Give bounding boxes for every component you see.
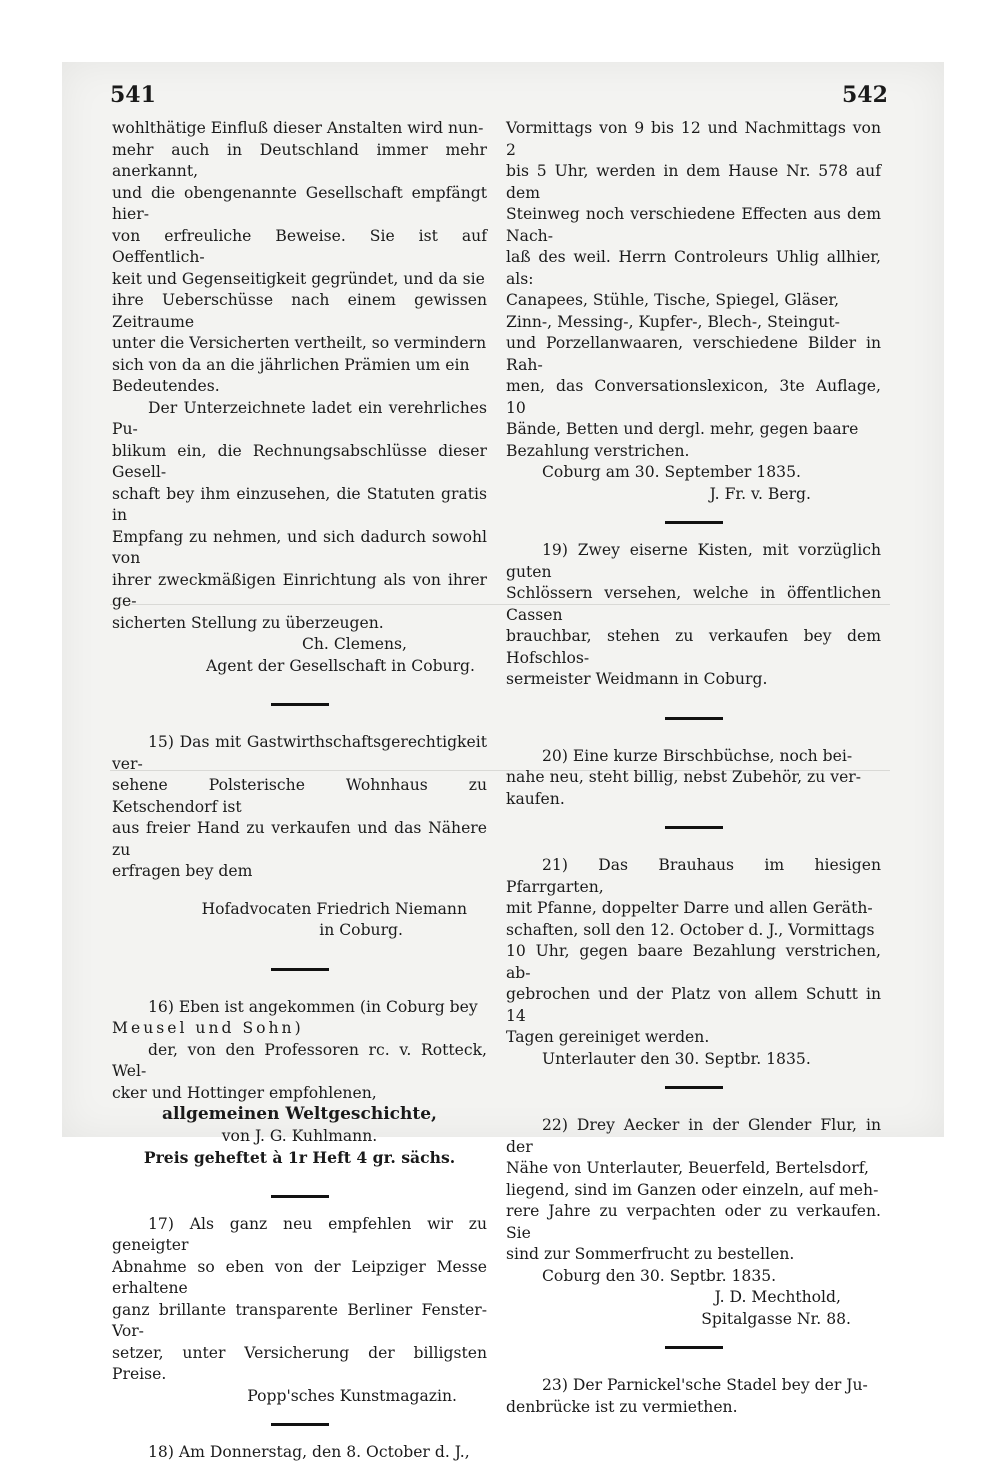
text-line: Canapees, Stühle, Tische, Spiegel, Gläser,: [506, 291, 840, 309]
text-line: sermeister Weidmann in Coburg.: [506, 670, 768, 688]
text-line: rere Jahre zu verpachten oder zu verkaufen. Sie: [506, 1202, 881, 1242]
text-line: brauchbar, stehen zu verkaufen bey dem Hofschlos-: [506, 627, 881, 667]
text-line: denbrücke ist zu vermiethen.: [506, 1397, 738, 1416]
text-line: Empfang zu nehmen, und sich dadurch sowohl von: [112, 527, 487, 567]
text-line: 22) Drey Aecker in der Glender Flur, in der: [506, 1116, 881, 1156]
text-line: ihre Ueberschüsse nach einem gewissen Zeitraume: [112, 291, 487, 331]
text-line: Nähe von Unterlauter, Beuerfeld, Bertelsdorf,: [506, 1159, 869, 1177]
text-line: sich von da an die jährlichen Prämien um ein: [112, 355, 470, 374]
signature-name: J. Fr. v. Berg.: [709, 484, 811, 503]
text-line: Bezahlung verstrichen.: [506, 441, 690, 460]
text-line: Vormittags von 9 bis 12 und Nachmittags von 2: [506, 119, 881, 159]
text-line: Schlössern versehen, welche in öffentlichen Cassen: [506, 584, 881, 624]
text-line: 20) Eine kurze Birschbüchse, noch bei-: [542, 746, 853, 765]
signature-address: Spitalgasse Nr. 88.: [701, 1309, 851, 1328]
text-line: schaft bey ihm einzusehen, die Statuten gratis in: [112, 484, 487, 524]
date-line: Unterlauter den 30. Septbr. 1835.: [542, 1049, 811, 1068]
text-line: erfragen bey dem: [112, 862, 253, 880]
text-line: mit Pfanne, doppelter Darre und allen Geräth-: [506, 899, 873, 917]
ad-16: [112, 997, 487, 1169]
text-line: und Porzellanwaaren, verschiedene Bilder in Rah-: [506, 334, 881, 374]
signature-name: J. D. Mechthold,: [714, 1288, 841, 1306]
text-line: 16) Eben ist angekommen (in Coburg bey: [148, 997, 478, 1016]
text-line: Bedeutendes.: [112, 377, 220, 395]
date-line: Coburg am 30. September 1835.: [542, 463, 801, 481]
text-line: Der Unterzeichnete ladet ein verehrliches Pu-: [112, 398, 487, 438]
text-line: von erfreuliche Beweise. Sie ist auf Oeffentlich-: [112, 226, 487, 266]
text-line: blikum ein, die Rechnungsabschlüsse dieser Gesell-: [112, 441, 487, 481]
page-number-right: 542: [842, 82, 888, 108]
text-line: laß des weil. Herrn Controleurs Uhlig allhier, als:: [506, 248, 881, 288]
ad-17: [112, 1214, 487, 1408]
text-line: ganz brillante transparente Berliner Fenster-Vor-: [112, 1300, 487, 1340]
text-line: und die obengenannte Gesellschaft empfängt hier-: [112, 183, 487, 223]
right-column: [506, 118, 881, 1418]
text-line: mehr auch in Deutschland immer mehr anerkannt,: [112, 140, 487, 180]
ad-15: [112, 732, 487, 942]
text-line: Meusel und Sohn): [112, 1019, 304, 1037]
text-line: nahe neu, steht billig, nebst Zubehör, zu ver-: [506, 768, 862, 786]
text-line: Abnahme so eben von der Leipziger Messe erhaltene: [112, 1257, 487, 1297]
text-line: men, das Conversationslexicon, 3te Auflage, 10: [506, 377, 881, 417]
text-line: 15) Das mit Gastwirthschaftsgerechtigkeit ver-: [112, 733, 487, 773]
invite-paragraph: [112, 398, 487, 635]
text-line: unter die Versicherten vertheilt, so vermindern: [112, 334, 487, 352]
text-line: cker und Hottinger empfohlenen,: [112, 1083, 377, 1102]
date-line: Coburg den 30. Septbr. 1835.: [542, 1266, 777, 1285]
text-line: sehene Polsterische Wohnhaus zu Ketschendorf ist: [112, 776, 487, 816]
text-line: 17) Als ganz neu empfehlen wir zu geneigter: [112, 1214, 487, 1254]
book-author: von J. G. Kuhlmann.: [221, 1126, 378, 1145]
text-line: keit und Gegenseitigkeit gegründet, und da sie: [112, 269, 485, 288]
ad17-signature: Popp'sches Kunstmagazin.: [247, 1386, 457, 1405]
text-line: 10 Uhr, gegen baare Bezahlung verstrichen, ab-: [506, 942, 881, 982]
text-line: wohlthätige Einfluß dieser Anstalten wird nun-: [112, 119, 484, 137]
ad15-signature: Hofadvocaten Friedrich Niemann: [201, 899, 467, 918]
text-line: bis 5 Uhr, werden in dem Hause Nr. 578 auf dem: [506, 162, 881, 202]
text-line: aus freier Hand zu verkaufen und das Nähere zu: [112, 819, 487, 859]
text-line: liegend, sind im Ganzen oder einzeln, auf meh-: [506, 1180, 879, 1199]
text-line: der, von den Professoren rc. v. Rotteck, Wel-: [112, 1040, 487, 1080]
text-line: ihrer zweckmäßigen Einrichtung als von ihrer ge-: [112, 570, 487, 610]
ad-18: 18) Am Donnerstag, den 8. October d. J.,: [148, 1443, 470, 1461]
intro-paragraph: [112, 118, 487, 398]
text-line: Tagen gereiniget werden.: [506, 1028, 710, 1046]
text-line: Zinn-, Messing-, Kupfer-, Blech-, Steingut-: [506, 312, 840, 331]
ad-21: [506, 855, 881, 1070]
left-column: [112, 118, 487, 1464]
text-line: Steinweg noch verschiedene Effecten aus dem Nach-: [506, 205, 881, 245]
text-line: setzer, unter Versicherung der billigsten Preise.: [112, 1343, 487, 1383]
text-line: 23) Der Parnickel'sche Stadel bey der Ju-: [542, 1376, 868, 1394]
ad-23: [506, 1375, 881, 1418]
text-line: 19) Zwey eiserne Kisten, mit vorzüglich guten: [506, 541, 881, 581]
signature-title: Agent der Gesellschaft in Coburg.: [205, 656, 475, 675]
book-price: Preis geheftet à 1r Heft 4 gr. sächs.: [143, 1148, 456, 1167]
text-line: 21) Das Brauhaus im hiesigen Pfarrgarten,: [506, 856, 881, 896]
ad-22: [506, 1115, 881, 1330]
text-line: sind zur Sommerfrucht zu bestellen.: [506, 1245, 795, 1263]
ad-19: [506, 540, 881, 691]
continuation-paragraph: [506, 118, 881, 505]
signature-name: Ch. Clemens,: [301, 635, 407, 653]
text-line: kaufen.: [506, 789, 565, 808]
page-number-left: 541: [110, 82, 156, 108]
book-title: allgemeinen Weltgeschichte,: [162, 1104, 437, 1124]
text-line: Bände, Betten und dergl. mehr, gegen baare: [506, 420, 859, 438]
text-line: sicherten Stellung zu überzeugen.: [112, 613, 384, 632]
text-line: gebrochen und der Platz von allem Schutt in 14: [506, 985, 881, 1025]
ad-20: [506, 746, 881, 811]
text-line: schaften, soll den 12. October d. J., Vormittags: [506, 920, 875, 939]
ad15-place: in Coburg.: [319, 921, 403, 939]
